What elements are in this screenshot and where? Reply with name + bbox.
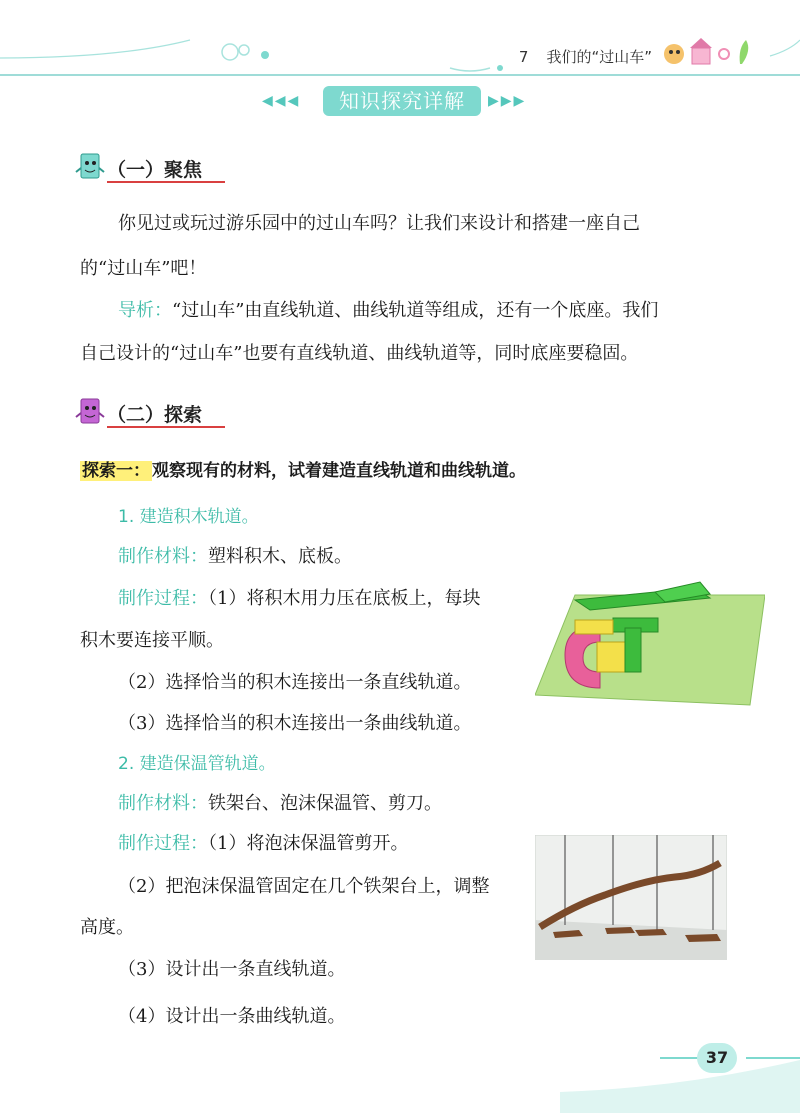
materials-text: 塑料积木、底板。 — [208, 546, 352, 567]
chapter-header — [519, 46, 652, 67]
analysis-label: 导析： — [118, 300, 172, 321]
analysis-line2: 自己设计的“过山车”也要有直线轨道、曲线轨道等，同时底座要稳固。 — [80, 343, 639, 364]
chapter-number: 7 — [518, 48, 529, 66]
section-underline — [107, 426, 225, 428]
materials-label: 制作材料： — [118, 793, 208, 814]
book-mascot-purple-icon — [75, 395, 105, 429]
item1-step3: （3）选择恰当的积木连接出一条曲线轨道。 — [118, 713, 472, 734]
banner-arrows-left: ◀◀◀ — [262, 93, 301, 109]
item2-materials — [118, 792, 442, 816]
banner-arrows-right: ▶▶▶ — [488, 93, 527, 109]
focus-paragraph-line2: 的“过山车”吧！ — [80, 258, 207, 279]
footer-decoration — [560, 1020, 800, 1113]
item1-step2: （2）选择恰当的积木连接出一条直线轨道。 — [118, 672, 472, 693]
section-banner: 知识探究详解 — [323, 86, 481, 116]
chapter-title: 我们的“过山车” — [546, 48, 652, 66]
section-title-focus: （一）聚焦 — [107, 159, 203, 181]
item2-step2-line1: （2）把泡沫保温管固定在几个铁架台上，调整 — [118, 876, 490, 897]
page-number: 37 — [697, 1043, 737, 1073]
item1-process — [118, 587, 480, 611]
item2-step2-line2: 高度。 — [80, 917, 134, 938]
item2-heading: 2. 建造保温管轨道。 — [118, 754, 276, 774]
item1-materials — [118, 545, 352, 569]
process-step1: （1）将泡沫保温管剪开。 — [208, 833, 409, 854]
analysis-text: “过山车”由直线轨道、曲线轨道等组成，还有一个底座。我们 — [172, 300, 659, 321]
item1-step1-line2: 积木要连接平顺。 — [80, 630, 224, 651]
analysis-line1 — [118, 299, 658, 323]
book-mascot-icon — [75, 150, 105, 184]
foam-track-photo — [535, 835, 727, 960]
item1-heading: 1. 建造积木轨道。 — [118, 507, 259, 527]
materials-text: 铁架台、泡沫保温管、剪刀。 — [208, 793, 442, 814]
item2-step4: （4）设计出一条曲线轨道。 — [118, 1006, 346, 1027]
item2-step3: （3）设计出一条直线轨道。 — [118, 959, 346, 980]
item2-process — [118, 832, 408, 856]
focus-paragraph-line1: 你见过或玩过游乐园中的过山车吗？让我们来设计和搭建一座自己 — [118, 213, 640, 234]
header-divider — [0, 74, 800, 76]
section-title-explore: （二）探索 — [107, 404, 203, 426]
cartoon-decoration-icon — [660, 34, 760, 74]
materials-label: 制作材料： — [118, 546, 208, 567]
section-underline — [107, 181, 225, 183]
process-label: 制作过程： — [118, 588, 208, 609]
explore-text: 观察现有的材料，试着建造直线轨道和曲线轨道。 — [152, 461, 526, 481]
process-label: 制作过程： — [118, 833, 208, 854]
block-track-illustration — [535, 580, 765, 710]
process-step1: （1）将积木用力压在底板上，每块 — [208, 588, 481, 609]
explore-label: 探索一： — [82, 461, 150, 481]
explore-one — [80, 459, 526, 483]
